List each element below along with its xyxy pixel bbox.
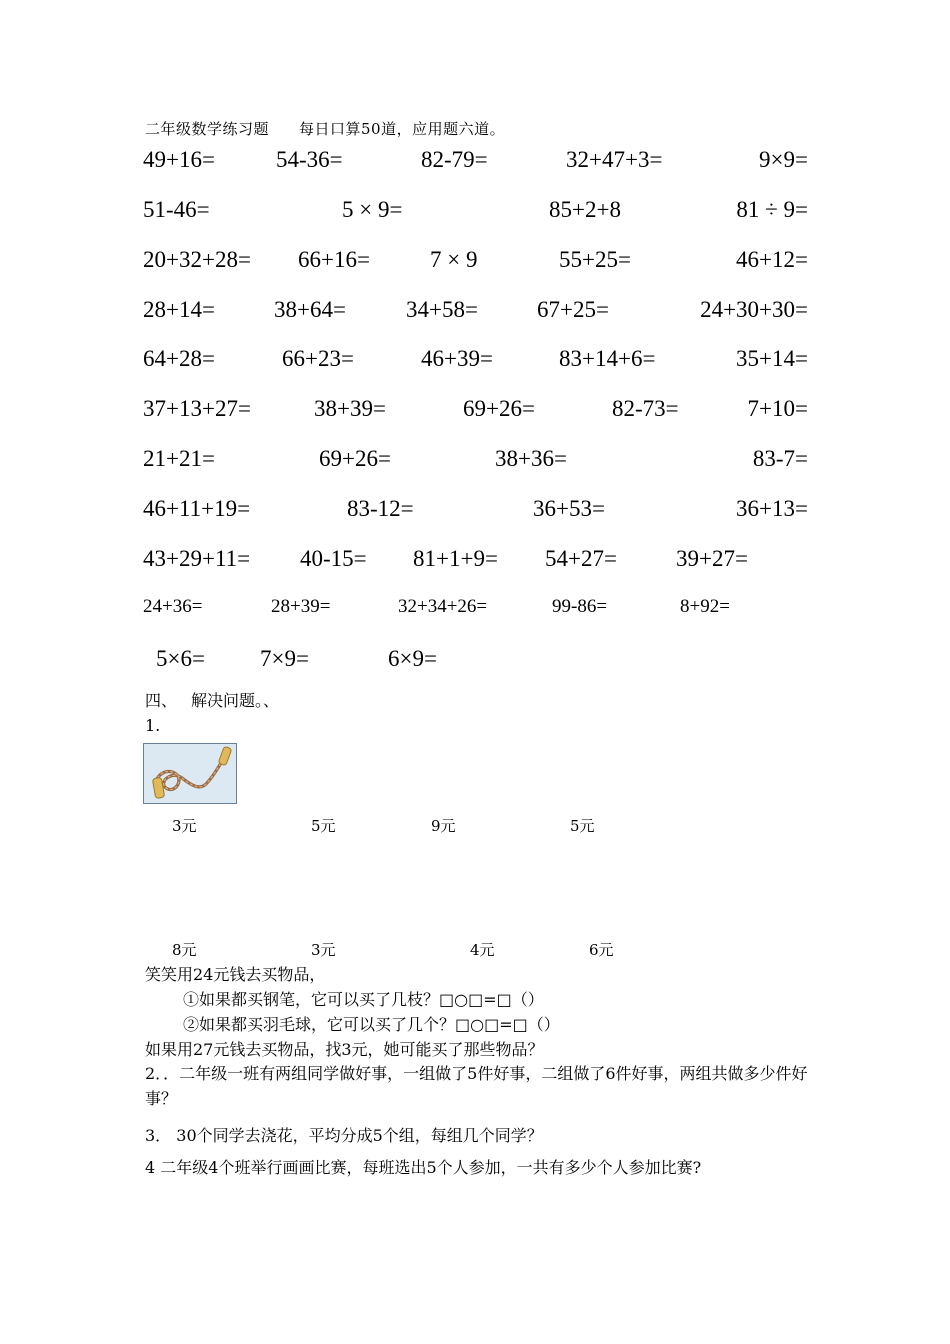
problem-1-sub-question-2: ②如果都买羽毛球，它可以买了几个？□○□=□（） — [183, 1015, 560, 1034]
arithmetic-problem: 5 × 9= — [342, 197, 403, 222]
arithmetic-problem: 82-73= — [612, 396, 679, 421]
arithmetic-row-2 — [143, 195, 808, 225]
arithmetic-problem: 7+10= — [747, 396, 808, 421]
arithmetic-problem: 38+39= — [314, 396, 386, 421]
arithmetic-problem: 67+25= — [537, 297, 609, 322]
arithmetic-problem: 38+64= — [274, 297, 346, 322]
arithmetic-problem: 6×9= — [388, 646, 437, 671]
arithmetic-problem: 81 ÷ 9= — [736, 197, 808, 222]
problem-3: 3． 30个同学去浇花，平均分成5个组，每组几个同学？ — [145, 1126, 543, 1145]
arithmetic-problem: 7×9= — [260, 646, 309, 671]
arithmetic-problem: 39+27= — [676, 546, 748, 571]
arithmetic-problem: 24+36= — [143, 596, 203, 617]
arithmetic-problem: 20+32+28= — [143, 247, 251, 272]
arithmetic-problem: 28+39= — [271, 596, 331, 617]
arithmetic-problem: 64+28= — [143, 346, 215, 371]
arithmetic-problem: 43+29+11= — [143, 546, 251, 571]
problem-1-sub-question-1: ①如果都买钢笔，它可以买了几枝？□○□=□（） — [183, 990, 544, 1009]
arithmetic-row-4 — [143, 295, 808, 325]
arithmetic-problem: 40-15= — [300, 546, 367, 571]
arithmetic-problem: 46+11+19= — [143, 496, 251, 521]
arithmetic-problem: 54+27= — [545, 546, 617, 571]
arithmetic-problem: 35+14= — [736, 346, 808, 371]
arithmetic-row-6 — [143, 394, 808, 424]
arithmetic-problem: 51-46= — [143, 197, 210, 222]
section-heading — [145, 688, 279, 711]
price-label: 9元 — [431, 817, 456, 835]
arithmetic-problem: 8+92= — [680, 596, 730, 617]
arithmetic-problem: 46+12= — [736, 247, 808, 272]
arithmetic-row-7 — [143, 444, 808, 474]
arithmetic-row-5 — [143, 344, 808, 374]
arithmetic-problem: 69+26= — [463, 396, 535, 421]
arithmetic-problem: 9×9= — [759, 147, 808, 172]
problem-2: 2．．二年级一班有两组同学做好事，一组做了5件好事，二组做了6件好事，两组共做多少件好事？ — [145, 1064, 808, 1108]
price-label: 6元 — [589, 941, 614, 959]
arithmetic-problem: 46+39= — [421, 346, 493, 371]
worksheet-subtitle: 每日口算50道，应用题六道。 — [299, 120, 506, 138]
arithmetic-problem: 36+53= — [533, 496, 605, 521]
jump-rope-icon — [143, 743, 237, 804]
worksheet-header — [145, 118, 505, 139]
arithmetic-problem: 66+23= — [282, 346, 354, 371]
price-label: 5元 — [570, 817, 595, 835]
arithmetic-problem: 55+25= — [559, 247, 631, 272]
worksheet-title: 二年级数学练习题 — [145, 120, 270, 138]
price-label: 8元 — [172, 941, 197, 959]
price-label: 4元 — [470, 941, 495, 959]
section-number: 四、 — [145, 691, 178, 710]
arithmetic-problem: 38+36= — [495, 446, 567, 471]
arithmetic-row-1 — [143, 145, 808, 175]
section-title: 解决问题。、 — [191, 691, 280, 710]
arithmetic-row-3 — [143, 245, 808, 275]
problem-1-intro: 笑笑用24元钱去买物品， — [145, 965, 326, 984]
arithmetic-problem: 49+16= — [143, 147, 215, 172]
arithmetic-problem: 24+30+30= — [700, 297, 808, 322]
arithmetic-row-10 — [143, 592, 808, 622]
arithmetic-problem: 99-86= — [552, 596, 608, 617]
arithmetic-problem: 7 × 9 — [430, 247, 478, 272]
arithmetic-problem: 54-36= — [276, 147, 343, 172]
arithmetic-problem: 83-12= — [347, 496, 414, 521]
arithmetic-problem: 34+58= — [406, 297, 478, 322]
arithmetic-row-8 — [143, 494, 808, 524]
arithmetic-problem: 82-79= — [421, 147, 488, 172]
arithmetic-problem: 85+2+8 — [549, 197, 621, 222]
arithmetic-problem: 37+13+27= — [143, 396, 251, 421]
arithmetic-problem: 32+47+3= — [566, 147, 663, 172]
arithmetic-problem: 81+1+9= — [413, 546, 498, 571]
price-label: 5元 — [311, 817, 336, 835]
arithmetic-problem: 36+13= — [736, 496, 808, 521]
arithmetic-problem: 28+14= — [143, 297, 215, 322]
arithmetic-problem: 5×6= — [156, 646, 205, 671]
price-label: 3元 — [311, 941, 336, 959]
arithmetic-problem: 69+26= — [319, 446, 391, 471]
arithmetic-problem: 32+34+26= — [398, 596, 488, 617]
problem-1-number: 1. — [145, 716, 161, 735]
arithmetic-row-9 — [143, 544, 808, 574]
price-label: 3元 — [172, 817, 197, 835]
arithmetic-problem: 83-7= — [752, 446, 808, 471]
arithmetic-problem: 66+16= — [298, 247, 370, 272]
arithmetic-problem: 21+21= — [143, 446, 215, 471]
arithmetic-problem: 83+14+6= — [559, 346, 656, 371]
problem-4: 4 二年级4个班举行画画比赛，每班选出5个人参加，一共有多少个人参加比赛? — [145, 1158, 702, 1177]
problem-1-follow-up: 如果用27元钱去买物品，找3元，她可能买了那些物品？ — [145, 1040, 544, 1059]
arithmetic-row-11 — [143, 644, 808, 674]
